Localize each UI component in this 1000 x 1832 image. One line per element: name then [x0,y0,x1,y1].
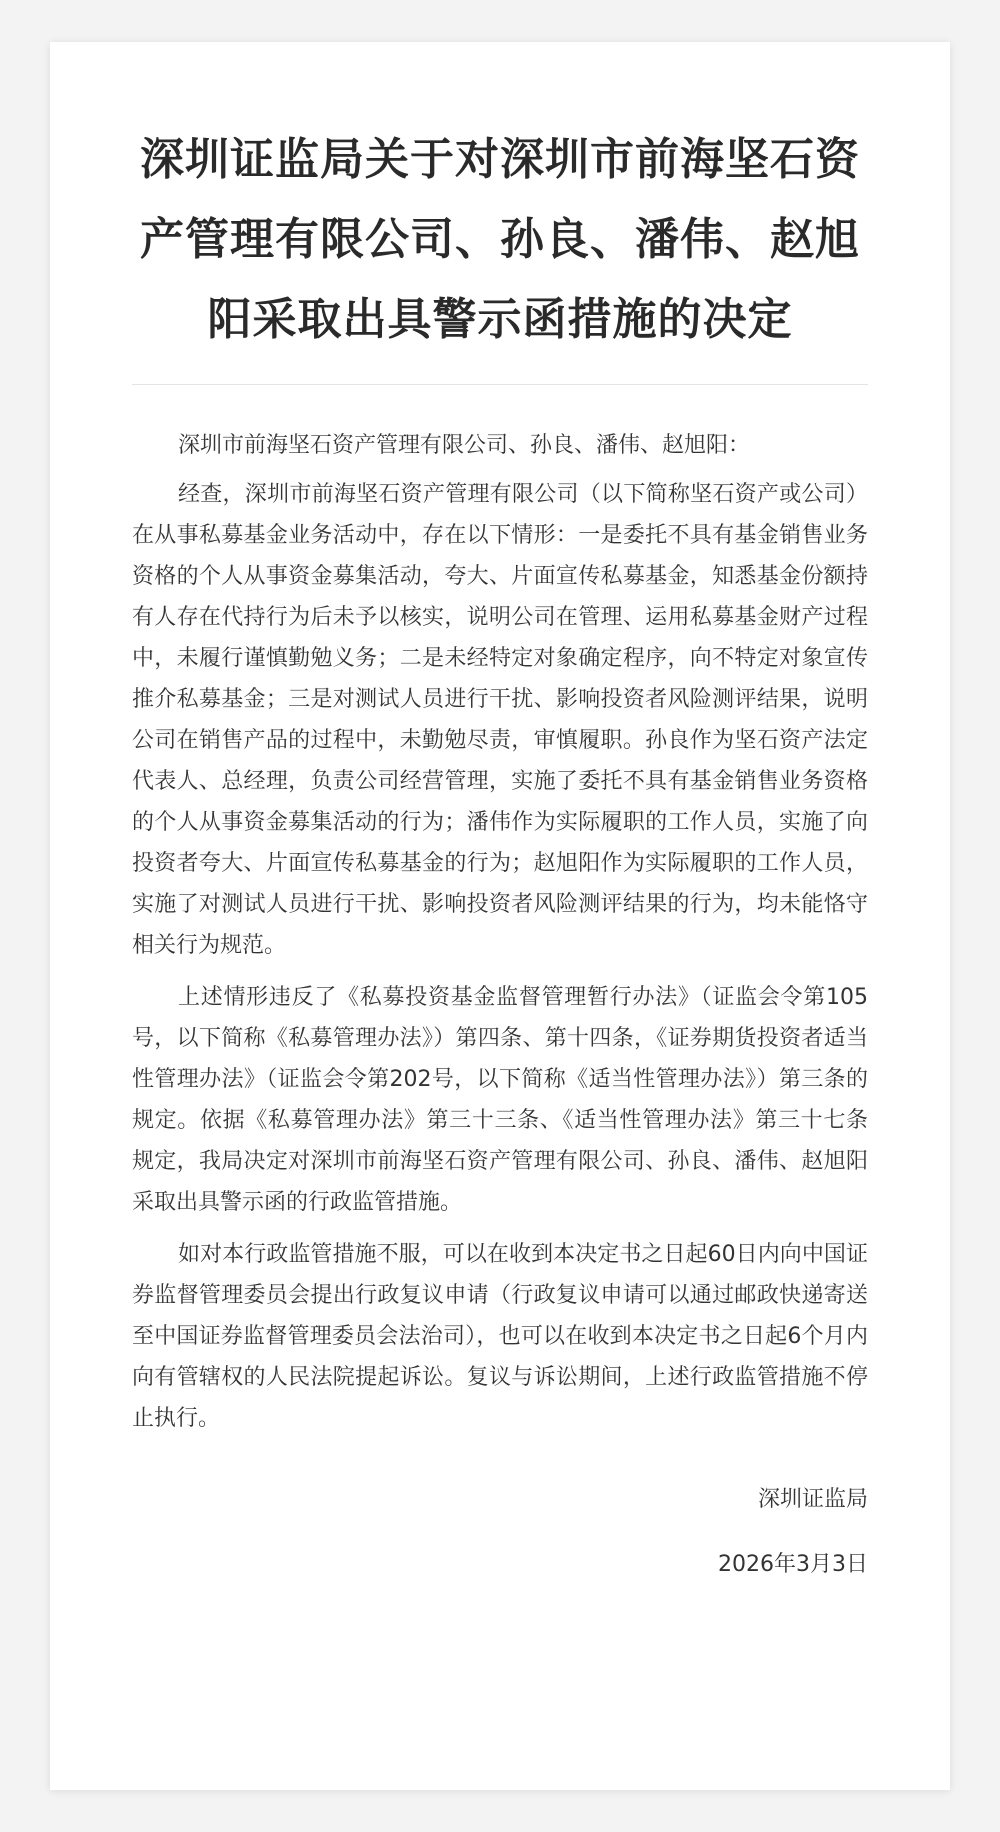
paragraph-appeal: 如对本行政监管措施不服，可以在收到本决定书之日起60日内向中国证券监督管理委员会提出行政复议申请（行政复议申请可以通过邮政快递寄送至中国证券监督管理委员会法治司），也可以在收到本决定书之日起6个月内向有管辖权的人民法院提起诉讼。复议与诉讼期间，上述行政监管措施不停止执行。 [132,1242,868,1431]
document-title [132,120,868,360]
document-body [132,425,868,1439]
addressee-line: 深圳市前海坚石资产管理有限公司、孙良、潘伟、赵旭阳： [178,433,751,458]
issuer-signature: 深圳证监局 [757,1487,868,1512]
document-page [50,42,950,1790]
title-line-2: 产管理有限公司、孙良、潘伟、赵旭 [140,214,860,265]
title-divider [132,384,868,385]
title-line-3: 阳采取出具警示函措施的决定 [207,294,793,345]
title-line-1: 深圳证监局关于对深圳市前海坚石资 [140,134,860,185]
paragraph-violation: 上述情形违反了《私募投资基金监督管理暂行办法》（证监会令第105号，以下简称《私募管理办法》）第四条、第十四条，《证券期货投资者适当性管理办法》（证监会令第202号，以下简称《适当性管理办法》）第三条的规定。依据《私募管理办法》第三十三条、《适当性管理办法》第三十七条规定，我局决定对深圳市前海坚石资产管理有限公司、孙良、潘伟、赵旭阳采取出具警示函的行政监管措施。 [132,985,868,1215]
paragraph-findings: 经查，深圳市前海坚石资产管理有限公司（以下简称坚石资产或公司）在从事私募基金业务活动中，存在以下情形：一是委托不具有基金销售业务资格的个人从事资金募集活动，夸大、片面宣传私募基金，知悉基金份额持有人存在代持行为后未予以核实，说明公司在管理、运用私募基金财产过程中，未履行谨慎勤勉义务；二是未经特定对象确定程序，向不特定对象宣传推介私募基金；三是对测试人员进行干扰、影响投资者风险测评结果，说明公司在销售产品的过程中，未勤勉尽责，审慎履职。孙良作为坚石资产法定代表人、总经理，负责公司经营管理，实施了委托不具有基金销售业务资格的个人从事资金募集活动的行为；潘伟作为实际履职的工作人员，实施了向投资者夸大、片面宣传私募基金的行为；赵旭阳作为实际履职的工作人员，实施了对测试人员进行干扰、影响投资者风险测评结果的行为，均未能恪守相关行为规范。 [132,482,868,958]
issue-date: 2026年3月3日 [718,1552,868,1577]
